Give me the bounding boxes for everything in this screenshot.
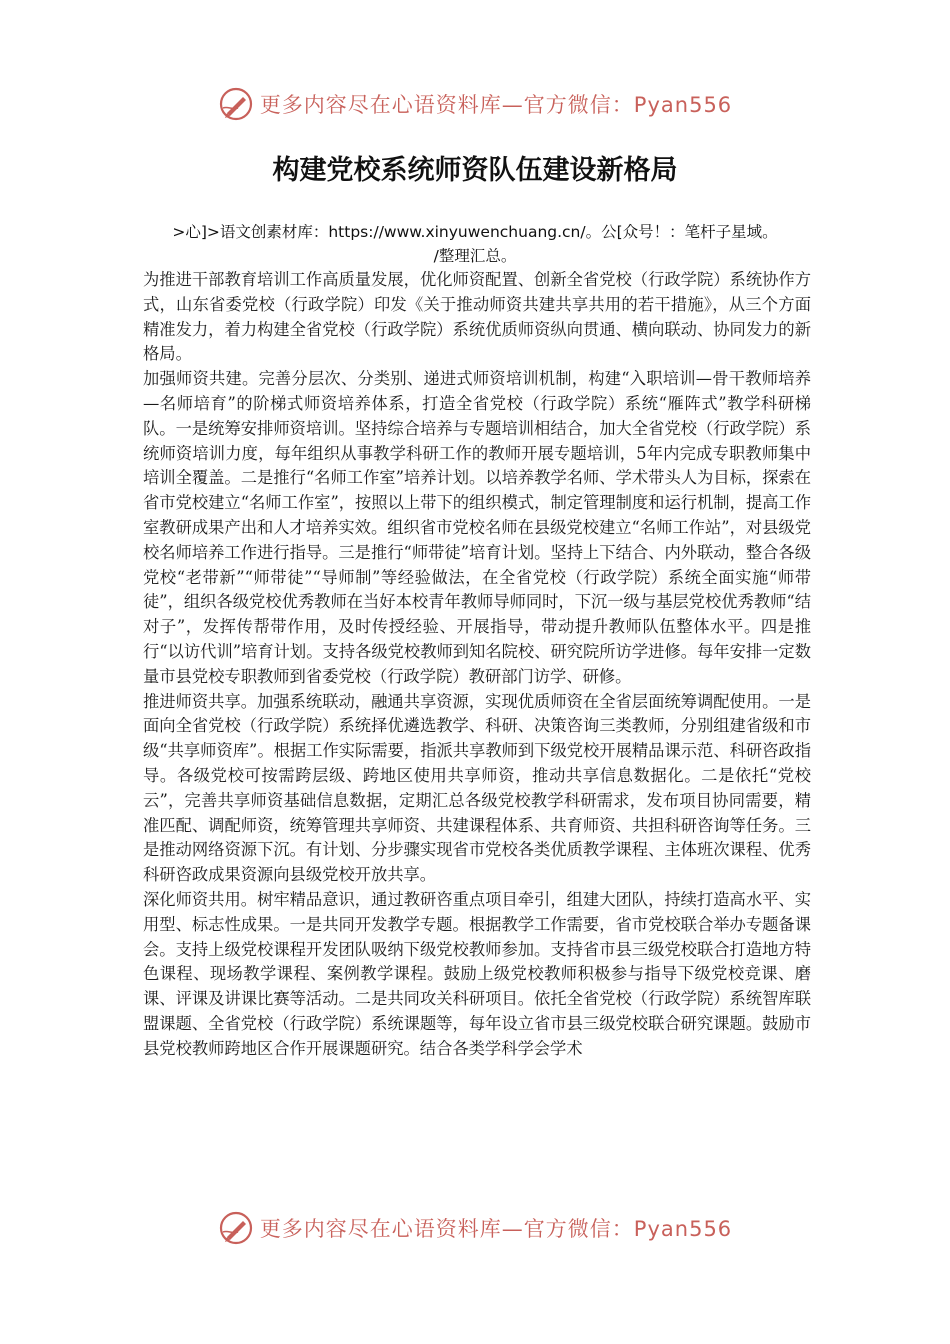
document-title: 构建党校系统师资队伍建设新格局 [272,155,678,186]
header-banner [0,82,950,126]
pen-logo-icon [218,86,254,122]
pen-logo-icon [218,1210,254,1246]
source-note [130,220,820,268]
banner-text: 更多内容尽在心语资料库—官方微信：Pyan556 [259,1217,733,1241]
source-line-2: /整理汇总。 [433,247,517,265]
banner-text: 更多内容尽在心语资料库—官方微信：Pyan556 [259,93,733,117]
paragraph: 推进师资共享。加强系统联动，融通共享资源，实现优质师资在全省层面统筹调配使用。一是面向全省党校（行政学院）系统择优遴选教学、科研、决策咨询三类教师，分别组建省级和市级“共享师资库”。根据工作实际需要，指派共享教师到下级党校开展精品课示范、科研咨政指导。各级党校可按需跨层级、跨地区使用共享师资，推动共享信息数据化。二是依托“党校云”，完善共享师资基础信息数据，定期汇总各级党校教学科研需求，发布项目协同需要，精准匹配、调配师资，统筹管理共享师资、共建课程体系、共育师资、共担科研咨询等任务。三是推动网络资源下沉。有计划、分步骤实现省市党校各类优质教学课程、主体班次课程、优秀科研咨政成果资源向县级党校开放共享。 [143,691,811,885]
paragraph: 深化师资共用。树牢精品意识，通过教研咨重点项目牵引，组建大团队，持续打造高水平、实用型、标志性成果。一是共同开发教学专题。根据教学工作需要，省市党校联合举办专题备课会。支持上级党校课程开发团队吸纳下级党校教师参加。支持省市县三级党校联合打造地方特色课程、现场教学课程、案例教学课程。鼓励上级党校教师积极参与指导下级党校竞课、磨课、评课及讲课比赛等活动。二是共同攻关科研项目。依托全省党校（行政学院）系统智库联盟课题、全省党校（行政学院）系统课题等，每年设立省市县三级党校联合研究课题。鼓励市县党校教师跨地区合作开展课题研究。结合各类学科学会学术 [143,889,811,1058]
footer-banner [0,1206,950,1250]
paragraph: 加强师资共建。完善分层次、分类别、递进式师资培训机制，构建“入职培训—骨干教师培养—名师培育”的阶梯式师资培养体系，打造全省党校（行政学院）系统“雁阵式”教学科研梯队。一是统筹安排师资培训。坚持综合培养与专题培训相结合，加大全省党校（行政学院）系统师资培训力度，每年组织从事教学科研工作的教师开展专题培训，5年内完成专职教师集中培训全覆盖。二是推行“名师工作室”培养计划。以培养教学名师、学术带头人为目标，探索在省市党校建立“名师工作室”，按照以上带下的组织模式，制定管理制度和运行机制，提高工作室教研成果产出和人才培养实效。组织省市党校名师在县级党校建立“名师工作站”，对县级党校名师培养工作进行指导。三是推行“师带徒”培育计划。坚持上下结合、内外联动，整合各级党校“老带新”“师带徒”“导师制”等经验做法，在全省党校（行政学院）系统全面实施“师带徒”，组织各级党校优秀教师在当好本校青年教师导师同时，下沉一级与基层党校优秀教师“结对子”，发挥传帮带作用，及时传授经验、开展指导，带动提升教师队伍整体水平。四是推行“以访代训”培育计划。支持各级党校教师到知名院校、研究院所访学进修。每年安排一定数量市县党校专职教师到省委党校（行政学院）教研部门访学、研修。 [143,369,811,686]
paragraph: 为推进干部教育培训工作高质量发展，优化师资配置、创新全省党校（行政学院）系统协作方式，山东省委党校（行政学院）印发《关于推动师资共建共享共用的若干措施》，从三个方面精准发力，着力构建全省党校（行政学院）系统优质师资纵向贯通、横向联动、协同发力的新格局。 [143,270,811,364]
source-line-1: >心]>语文创素材库：https://www.xinyuwenchuang.cn/。公[众号！：笔杆子星域。 [172,223,778,241]
article-body [143,268,811,1062]
